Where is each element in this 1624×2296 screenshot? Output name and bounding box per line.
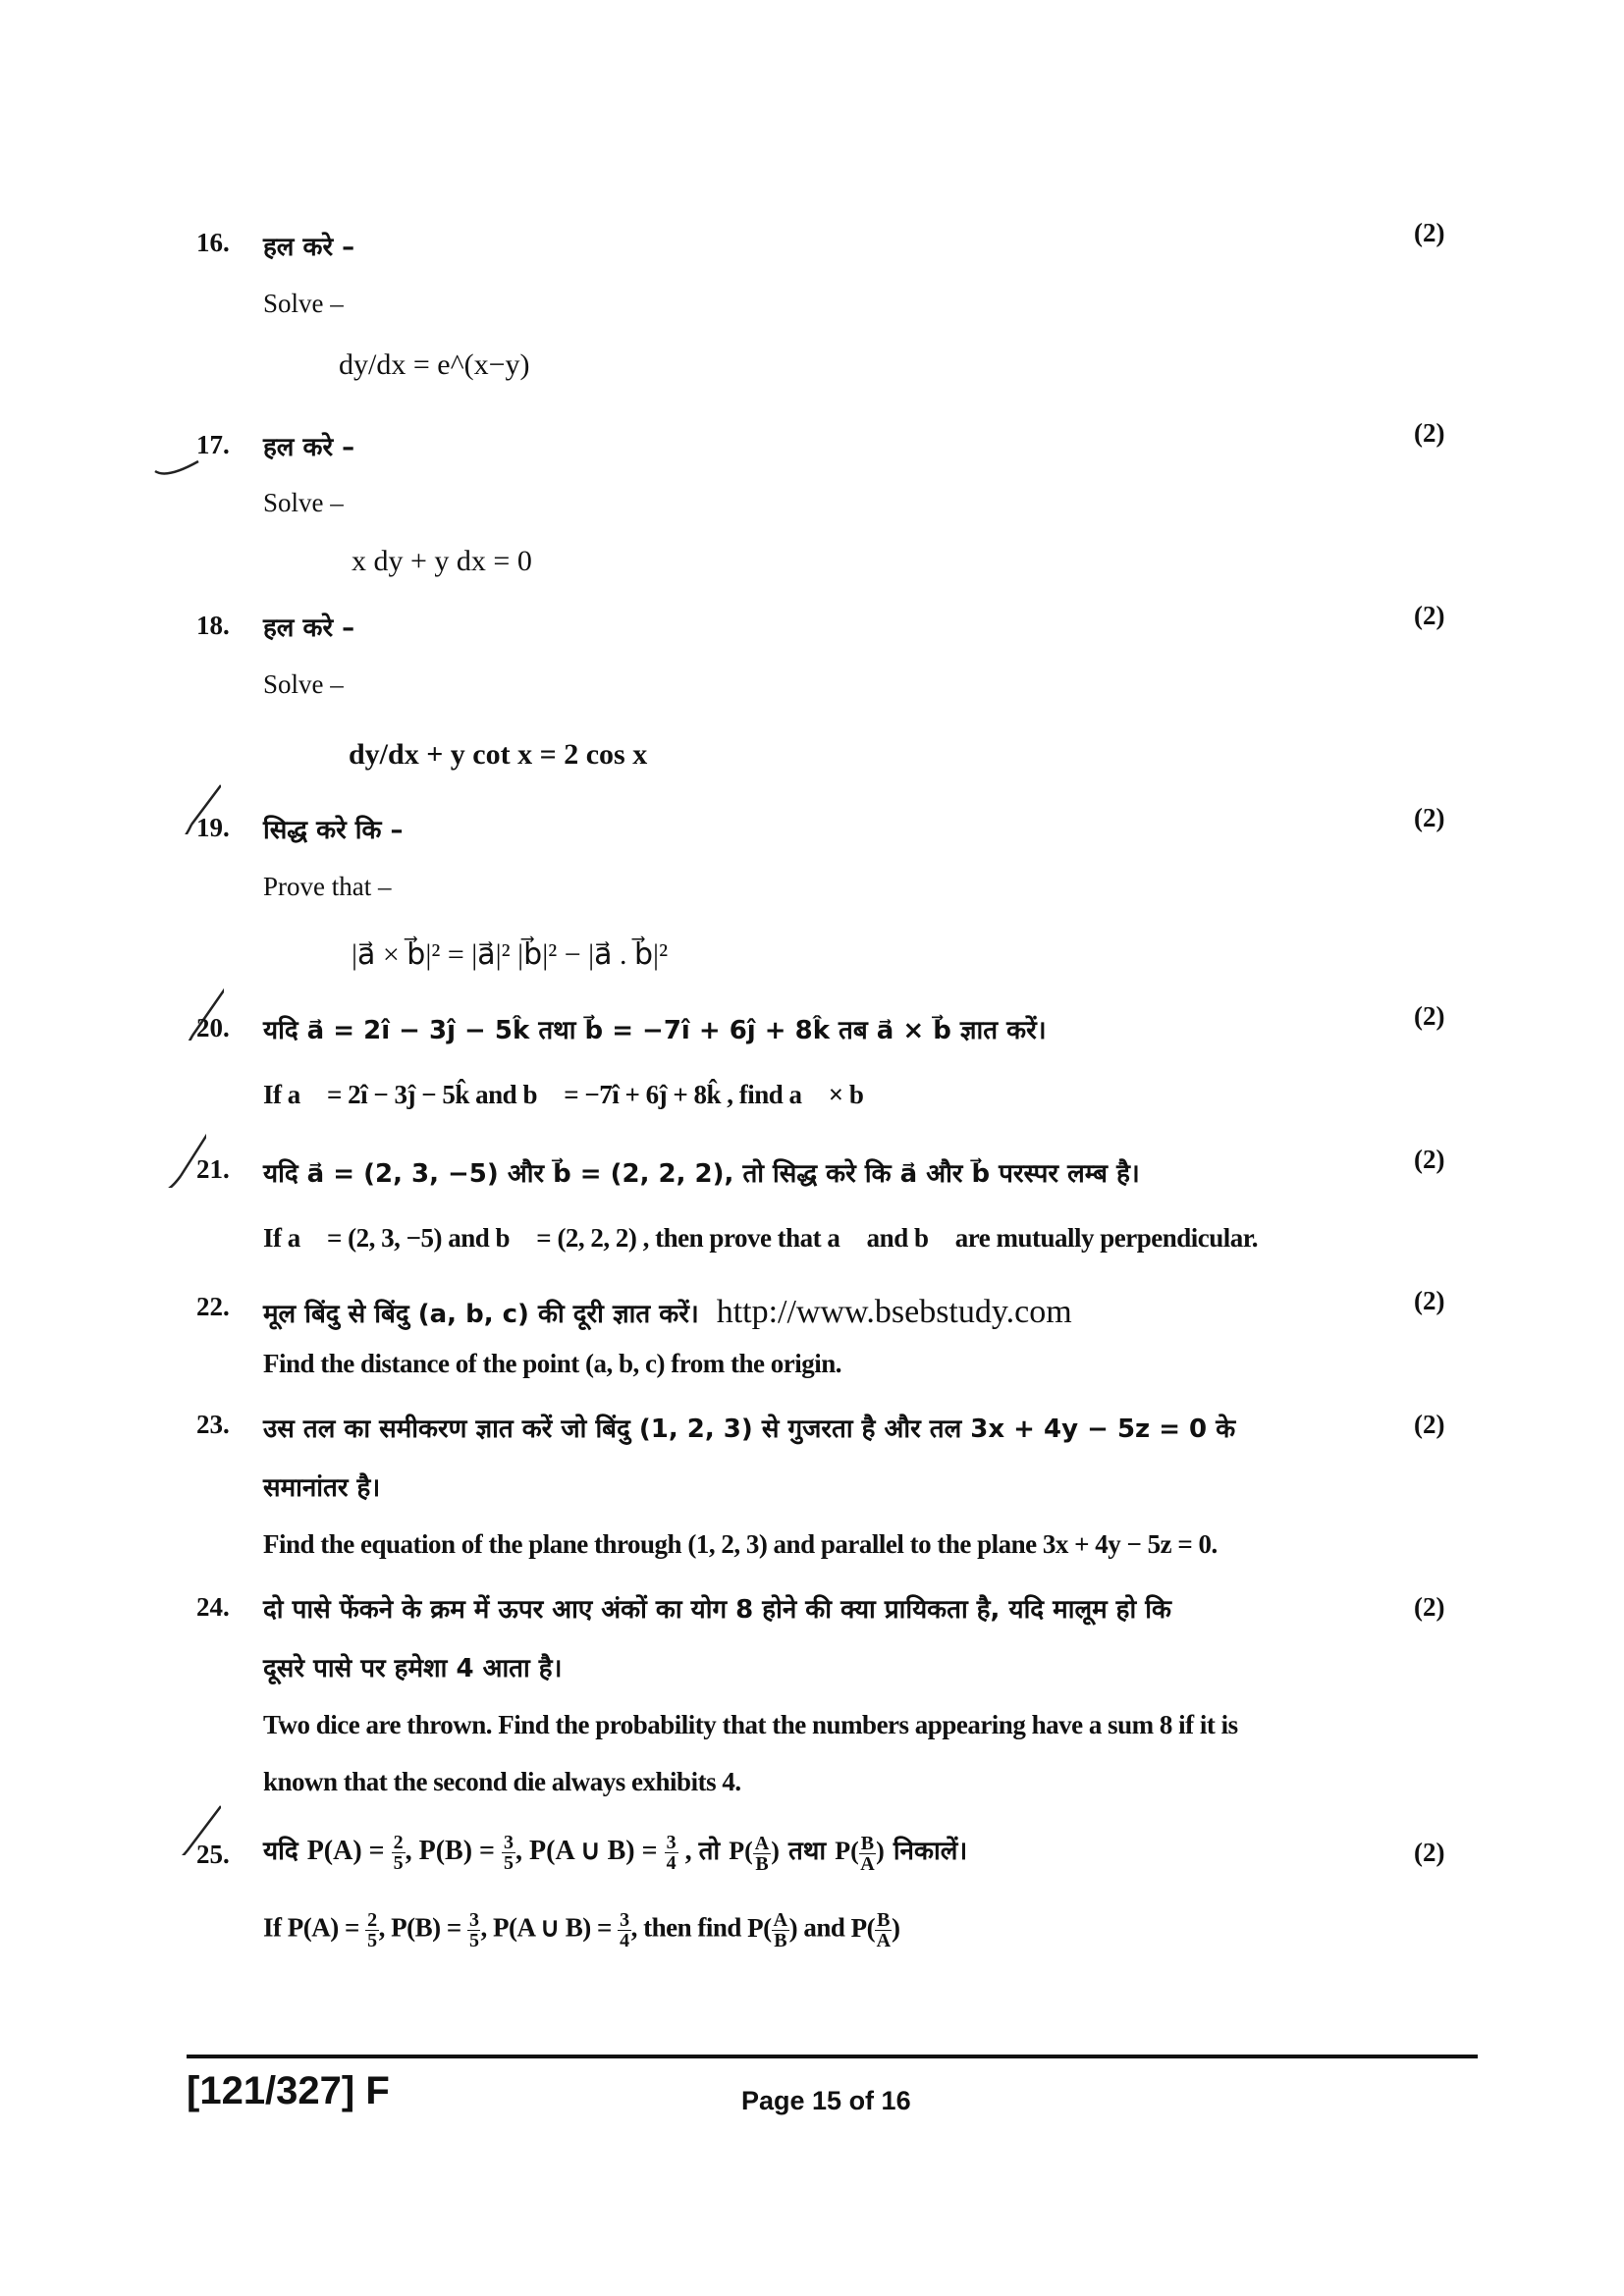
numerator: 3 (504, 1832, 514, 1854)
marks: (2) (1414, 1145, 1445, 1174)
fraction (467, 1910, 481, 1950)
hindi-and: तथा (787, 1837, 827, 1866)
marks: (2) (1414, 1001, 1445, 1031)
denominator: B (755, 1852, 769, 1875)
hindi-text: हल करे – (263, 433, 355, 462)
numerator: 2 (393, 1832, 404, 1854)
english-text: Solve – (263, 289, 344, 318)
english-text-continued: known that the second die always exhibits 4. (263, 1767, 741, 1796)
question-number: 22. (196, 1292, 230, 1321)
denominator: A (876, 1930, 891, 1951)
fraction (753, 1834, 771, 1874)
denominator: 4 (620, 1930, 629, 1951)
numerator: B (877, 1909, 891, 1931)
marks: (2) (1414, 1410, 1445, 1439)
english-text: Prove that – (263, 872, 392, 901)
english-then-find: , then find (630, 1912, 741, 1943)
denominator: 5 (367, 1930, 377, 1951)
hindi-text-continued: दूसरे पासे पर हमेशा 4 आता है। (263, 1654, 563, 1683)
english-text: Solve – (263, 488, 344, 517)
equation: dy/dx = e^(x−y) (339, 348, 530, 381)
english-text: Find the distance of the point (a, b, c) from the origin. (263, 1349, 841, 1378)
marks: (2) (1414, 1592, 1445, 1622)
hindi-text: हल करे – (263, 614, 355, 643)
fraction (502, 1833, 515, 1873)
english-text: Solve – (263, 669, 344, 699)
question-number: 18. (196, 611, 230, 640)
hindi-text: दो पासे फेंकने के क्रम में ऊपर आए अंकों का योग 8 होने की क्या प्रायिकता है, यदि मालूम हो कि (263, 1595, 1171, 1625)
numerator: A (754, 1832, 770, 1854)
numerator: A (773, 1909, 787, 1931)
watermark-url: http://www.bsebstudy.com (716, 1294, 1072, 1330)
hindi-text (263, 1294, 1072, 1331)
p-symbol: P (850, 1912, 867, 1943)
conditional-a-given-b: P( $\frac{A}{B}$ ) (747, 1909, 798, 1951)
question-number: 23. (196, 1410, 230, 1439)
marks: (2) (1414, 1286, 1445, 1315)
hindi-text: सिद्ध करे कि – (263, 816, 404, 845)
p-symbol: P (729, 1837, 745, 1865)
hindi-text (263, 1832, 967, 1874)
question-number: 21. (196, 1154, 230, 1184)
pu-label: , P(A ∪ B) = (515, 1836, 658, 1866)
conditional-a-given-b: P( $\frac{A}{B}$ ) (729, 1832, 780, 1875)
english-and: and (803, 1912, 845, 1943)
numerator: B (860, 1832, 875, 1854)
fraction (875, 1910, 892, 1950)
fraction (365, 1910, 379, 1950)
hindi-text: यदि a⃗ = (2, 3, −5) और b⃗ = (2, 2, 2), तो सिद्ध करे कि a⃗ और b⃗ परस्पर लम्ब है। (263, 1159, 1140, 1189)
hindi-text: यदि a⃗ = 2î − 3ĵ − 5k̂ तथा b⃗ = −7î + 6ĵ + 8k̂ तब a⃗ × b⃗ ज्ञात करें। (263, 1016, 1047, 1045)
fraction (772, 1910, 789, 1950)
hindi-then: तो (698, 1837, 721, 1866)
marks: (2) (1414, 1838, 1445, 1867)
english-text: Two dice are thrown. Find the probability that the numbers appearing have a sum 8 if it is (263, 1710, 1238, 1739)
probability-math: P(A) = $\frac{2}{5}$ , P(B) = $\frac{3}{5}$ , P(A ∪ B) = $\frac{3}{4}$ , (306, 1832, 699, 1875)
marks: (2) (1414, 218, 1445, 247)
numerator: 3 (468, 1909, 479, 1931)
question-number: 16. (196, 228, 230, 257)
numerator: 3 (666, 1832, 677, 1854)
marks: (2) (1414, 601, 1445, 630)
marks: (2) (1414, 418, 1445, 448)
english-text: If a⃗ = (2, 3, −5) and b⃗ = (2, 2, 2) , then prove that a⃗ and b⃗ are mutually perpendicular. (263, 1223, 1258, 1253)
denominator: 5 (504, 1852, 514, 1875)
denominator: A (860, 1852, 875, 1875)
p-symbol: P (747, 1912, 764, 1943)
pb-label: , P(B) = (378, 1912, 461, 1943)
p-symbol: P (835, 1837, 851, 1865)
question-number: 20. (196, 1013, 230, 1042)
question-number: 24. (196, 1592, 230, 1622)
hindi-question: मूल बिंदु से बिंदु (a, b, c) की दूरी ज्ञात करें। (263, 1300, 699, 1329)
fraction (392, 1833, 406, 1873)
denominator: 5 (393, 1852, 404, 1875)
hindi-text-continued: समानांतर है। (263, 1473, 381, 1503)
english-text: If a⃗ = 2î − 3ĵ − 5k̂ and b⃗ = −7î + 6ĵ + 8k̂ , find a⃗ × b⃗ (263, 1080, 885, 1109)
hindi-text: उस तल का समीकरण ज्ञात करें जो बिंदु (1, 2, 3) से गुजरता है और तल 3x + 4y − 5z = 0 के (263, 1415, 1236, 1444)
numerator: 2 (367, 1909, 377, 1931)
fraction (618, 1910, 631, 1950)
equation: x dy + y dx = 0 (352, 545, 532, 577)
pa-label: P(A) = (287, 1912, 359, 1943)
english-text (263, 1910, 900, 1950)
english-if: If (263, 1912, 282, 1943)
equation: |a⃗ × b⃗|² = |a⃗|² |b⃗|² − |a⃗ . b⃗|² (352, 938, 669, 971)
denominator: 4 (666, 1852, 677, 1875)
question-number: 17. (196, 430, 230, 459)
denominator: 5 (468, 1930, 479, 1951)
page-number: Page 15 of 16 (741, 2086, 911, 2115)
pb-label: , P(B) = (405, 1836, 496, 1866)
conditional-b-given-a: P( $\frac{B}{A}$ ) (835, 1832, 885, 1875)
numerator: 3 (620, 1909, 629, 1931)
paper-code: [121/327] F (187, 2069, 390, 2112)
fraction (859, 1834, 876, 1874)
pa-label: P(A) = (306, 1836, 385, 1866)
marks: (2) (1414, 803, 1445, 832)
fraction (665, 1833, 678, 1873)
denominator: B (774, 1930, 787, 1951)
equation: dy/dx + y cot x = 2 cos x (349, 738, 648, 771)
hindi-text: हल करे – (263, 233, 355, 262)
pu-label: , P(A ∪ B) = (480, 1912, 612, 1943)
english-text: Find the equation of the plane through (1, 2, 3) and parallel to the plane 3x + 4y − 5z = 0. (263, 1529, 1218, 1559)
hindi-if: यदि (263, 1837, 298, 1866)
footer-divider (187, 2055, 1478, 2058)
hindi-find: निकालें। (893, 1837, 968, 1866)
conditional-b-given-a: P( $\frac{B}{A}$ ) (850, 1909, 900, 1951)
question-number: 19. (196, 813, 230, 842)
question-number: 25. (196, 1840, 230, 1869)
